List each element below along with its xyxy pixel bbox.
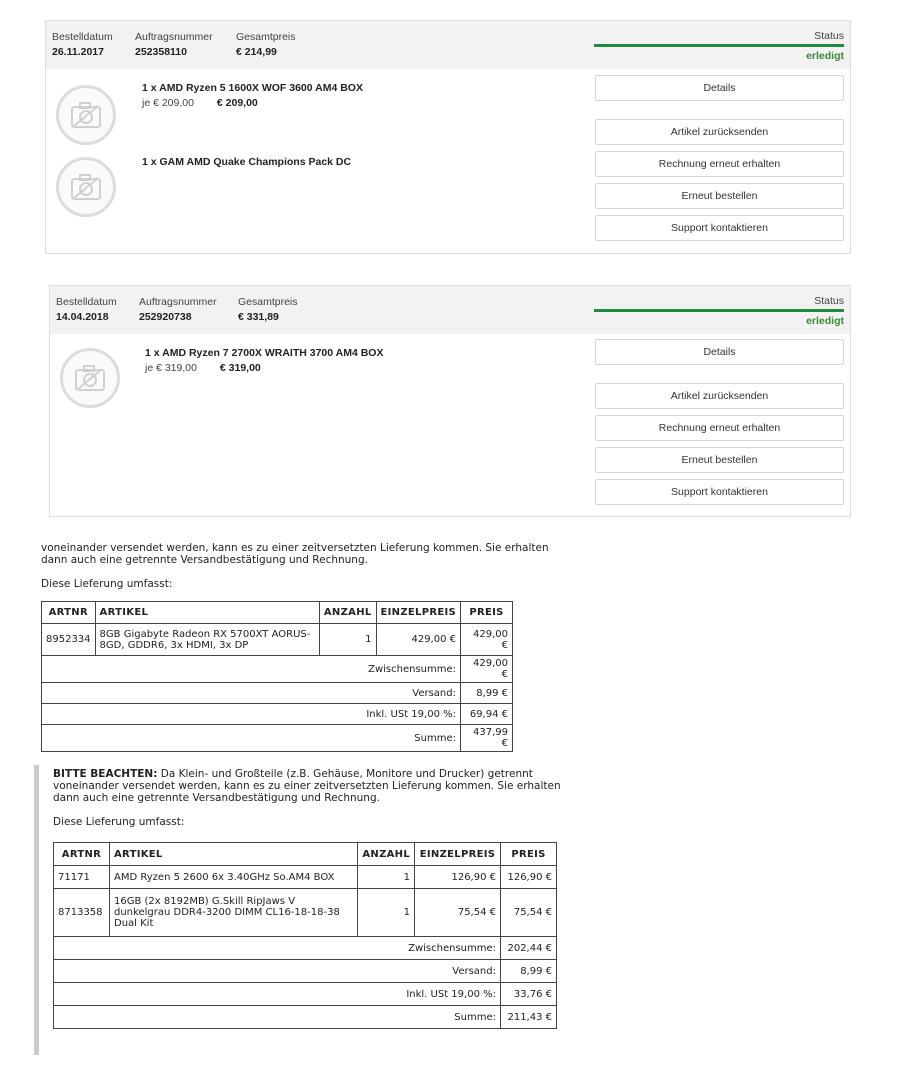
mail-text-line: voneinander versendet werden, kann es zu einer zeitversetzten Lieferung kommen. Sie erhalten: [53, 780, 561, 792]
details-button[interactable]: Details: [595, 75, 844, 101]
order-total-label: Gesamtpreis: [238, 296, 298, 308]
tax-row: [54, 983, 557, 1006]
total-value: 202,44 €: [501, 937, 557, 960]
return-items-button[interactable]: Artikel zurücksenden: [595, 119, 844, 145]
invoice-table-2: [53, 842, 557, 1029]
order-date-value: 14.04.2018: [56, 311, 109, 323]
invoice-table-1: [41, 601, 513, 752]
table-row: [54, 889, 557, 937]
order-status: [594, 30, 844, 62]
order-date-label: Bestelldatum: [56, 296, 117, 308]
item-price: € 209,00: [216, 97, 258, 109]
order-total: [238, 295, 298, 325]
order-total: [236, 30, 296, 60]
status-progress-bar: [594, 44, 844, 47]
return-items-button[interactable]: Artikel zurücksenden: [595, 383, 844, 409]
contact-support-button[interactable]: Support kontaktieren: [595, 479, 844, 505]
order-number-label: Auftragsnummer: [139, 296, 217, 308]
cell-artnr: 8713358: [54, 889, 110, 937]
cell-artikel: 16GB (2x 8192MB) G.Skill RipJaws V dunkelgrau DDR4-3200 DIMM CL16-18-18-38 Dual Kit: [110, 889, 358, 937]
col-artnr: ARTNR: [42, 602, 96, 624]
order-card-1: [45, 20, 851, 254]
col-preis: PREIS: [461, 602, 513, 624]
shipping-row: [54, 960, 557, 983]
camera-off-icon: [75, 365, 105, 391]
total-value: 429,00 €: [461, 656, 513, 683]
mail-text-line: dann auch eine getrennte Versandbestätigung und Rechnung.: [53, 792, 380, 804]
col-artnr: ARTNR: [54, 843, 110, 866]
cell-anzahl: 1: [358, 889, 415, 937]
order-date: [52, 30, 113, 60]
col-einzelpreis: EINZELPREIS: [415, 843, 501, 866]
order-date-label: Bestelldatum: [52, 31, 113, 43]
total-value: 33,76 €: [501, 983, 557, 1006]
total-label: Summe:: [54, 1006, 501, 1029]
camera-off-icon: [71, 102, 101, 128]
contact-support-button[interactable]: Support kontaktieren: [595, 215, 844, 241]
order-number-value: 252920738: [139, 311, 192, 323]
cell-preis: 429,00 €: [461, 624, 513, 656]
status-label: Status: [814, 30, 844, 42]
col-artikel: ARTIKEL: [95, 602, 319, 624]
item-name[interactable]: 1 x GAM AMD Quake Champions Pack DC: [142, 156, 352, 168]
mail-text-line: dann auch eine getrennte Versandbestätigung und Rechnung.: [41, 554, 368, 566]
tax-row: [42, 704, 513, 725]
cell-artikel: 8GB Gigabyte Radeon RX 5700XT AORUS-8GD, GDDR6, 3x HDMI, 3x DP: [95, 624, 319, 656]
cell-einzelpreis: 126,90 €: [415, 866, 501, 889]
total-label: Inkl. USt 19,00 %:: [54, 983, 501, 1006]
order-number-label: Auftragsnummer: [135, 31, 213, 43]
details-button[interactable]: Details: [595, 339, 844, 365]
total-value: 211,43 €: [501, 1006, 557, 1029]
reorder-button[interactable]: Erneut bestellen: [595, 183, 844, 209]
cell-preis: 126,90 €: [501, 866, 557, 889]
product-image-placeholder: [56, 85, 116, 145]
order-item: [142, 81, 363, 111]
cell-anzahl: 1: [358, 866, 415, 889]
order-header: [46, 21, 850, 69]
col-anzahl: ANZAHL: [319, 602, 376, 624]
sum-row: [42, 725, 513, 752]
order-item: [142, 155, 351, 170]
status-label: Status: [814, 295, 844, 307]
camera-off-icon: [71, 174, 101, 200]
cell-artnr: 8952334: [42, 624, 96, 656]
order-number-value: 252358110: [135, 46, 187, 58]
order-date: [56, 295, 117, 325]
notice-bold: BITTE BEACHTEN:: [53, 768, 158, 780]
order-number: [139, 295, 217, 325]
total-value: 69,94 €: [461, 704, 513, 725]
col-anzahl: ANZAHL: [358, 843, 415, 866]
subtotal-row: [42, 656, 513, 683]
status-progress-bar: [594, 309, 844, 312]
cell-preis: 75,54 €: [501, 889, 557, 937]
total-value: 437,99 €: [461, 725, 513, 752]
resend-invoice-button[interactable]: Rechnung erneut erhalten: [595, 151, 844, 177]
email-fragment-2: [53, 768, 573, 828]
col-preis: PREIS: [501, 843, 557, 866]
order-total-label: Gesamtpreis: [236, 31, 296, 43]
mail-text-line: voneinander versendet werden, kann es zu einer zeitversetzten Lieferung kommen. Sie erhalten: [41, 542, 549, 554]
sum-row: [54, 1006, 557, 1029]
status-value: erledigt: [806, 315, 844, 327]
subtotal-row: [54, 937, 557, 960]
total-label: Zwischensumme:: [42, 656, 461, 683]
cell-einzelpreis: 75,54 €: [415, 889, 501, 937]
order-date-value: 26.11.2017: [52, 46, 104, 58]
item-unit-price: je € 319,00: [145, 362, 197, 374]
order-header: [50, 286, 850, 334]
item-name[interactable]: 1 x AMD Ryzen 7 2700X WRAITH 3700 AM4 BOX: [145, 347, 384, 359]
product-image-placeholder: [60, 348, 120, 408]
order-status: [594, 295, 844, 327]
table-row: [54, 866, 557, 889]
total-label: Versand:: [42, 683, 461, 704]
order-item: [145, 346, 383, 376]
table-header-row: [42, 602, 513, 624]
total-value: 8,99 €: [461, 683, 513, 704]
cell-artnr: 71171: [54, 866, 110, 889]
shipping-row: [42, 683, 513, 704]
order-number: [135, 30, 213, 60]
col-einzelpreis: EINZELPREIS: [376, 602, 460, 624]
item-name[interactable]: 1 x AMD Ryzen 5 1600X WOF 3600 AM4 BOX: [142, 82, 363, 94]
total-value: 8,99 €: [501, 960, 557, 983]
item-unit-price: je € 209,00: [142, 97, 194, 109]
table-header-row: [54, 843, 557, 866]
mail-notice-line: [53, 768, 573, 780]
order-card-2: [49, 285, 851, 517]
table-row: [42, 624, 513, 656]
total-label: Zwischensumme:: [54, 937, 501, 960]
cell-anzahl: 1: [319, 624, 376, 656]
reorder-button[interactable]: Erneut bestellen: [595, 447, 844, 473]
order-total-value: € 331,89: [238, 311, 279, 323]
product-image-placeholder: [56, 157, 116, 217]
total-label: Versand:: [54, 960, 501, 983]
col-artikel: ARTIKEL: [110, 843, 358, 866]
mail-intro: Diese Lieferung umfasst:: [41, 578, 173, 590]
order-total-value: € 214,99: [236, 46, 277, 58]
total-label: Inkl. USt 19,00 %:: [42, 704, 461, 725]
item-price-row: [142, 96, 363, 111]
mail-intro: Diese Lieferung umfasst:: [53, 816, 185, 828]
resend-invoice-button[interactable]: Rechnung erneut erhalten: [595, 415, 844, 441]
notice-text: Da Klein- und Großteile (z.B. Gehäuse, Monitore und Drucker) getrennt: [157, 768, 533, 780]
cell-einzelpreis: 429,00 €: [376, 624, 460, 656]
quote-bar: [34, 765, 39, 1055]
item-price-row: [145, 361, 383, 376]
email-fragment-1: [41, 542, 561, 590]
total-label: Summe:: [42, 725, 461, 752]
cell-artikel: AMD Ryzen 5 2600 6x 3.40GHz So.AM4 BOX: [110, 866, 358, 889]
item-price: € 319,00: [219, 362, 261, 374]
status-value: erledigt: [806, 50, 844, 62]
